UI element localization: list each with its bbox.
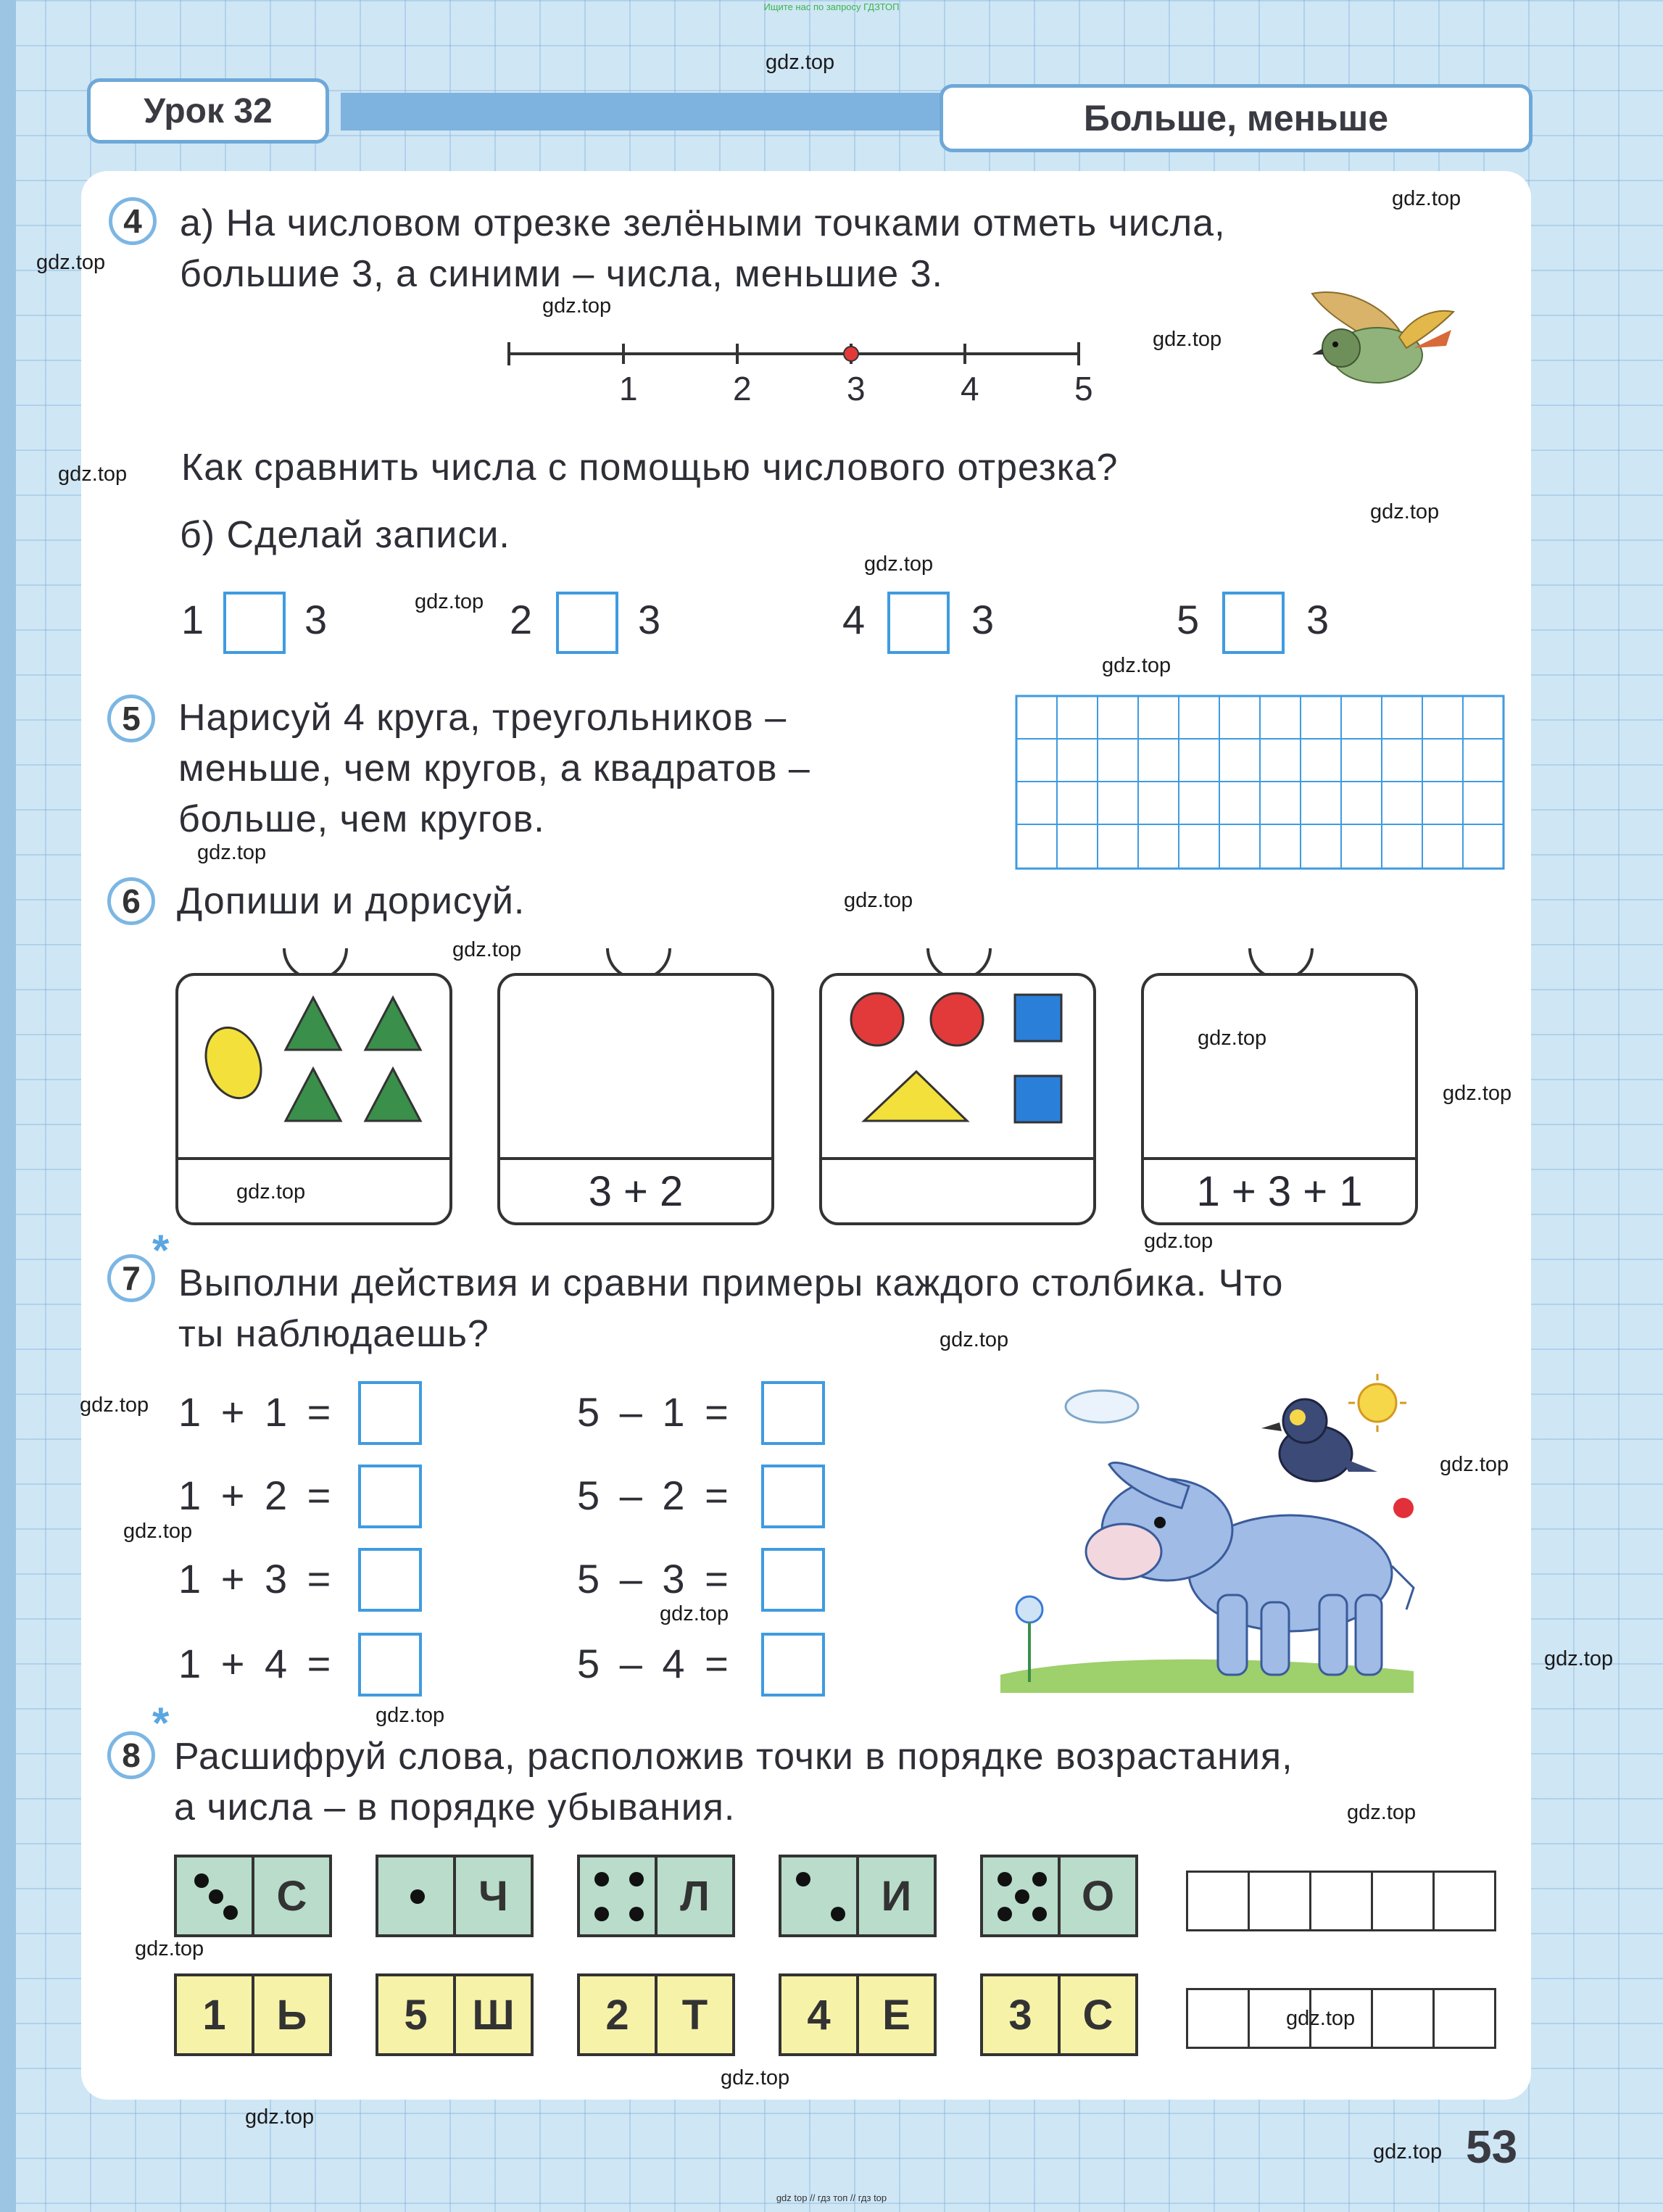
answer-right-1[interactable] [761,1381,825,1445]
card-2-expression: 3 + 2 [588,1167,684,1215]
watermark: gdz.top [236,1180,306,1204]
comparison-4-box[interactable] [1222,592,1285,654]
task-7-number: 7 [107,1254,155,1302]
task-5-line3: больше, чем кругов. [178,798,545,840]
answer-cell[interactable] [1188,1990,1250,2047]
example-right-1: 5 – 1 = [577,1389,733,1435]
watermark: gdz.top [542,294,612,318]
domino-letter: С [1082,1991,1113,2039]
example-right-2: 5 – 2 = [577,1472,733,1518]
domino-dots-3 [577,1855,735,1937]
domino-number: 2 [580,1976,658,2053]
tick-label-3: 3 [847,370,866,407]
domino-letter: Т [681,1991,708,2039]
task-5-line1: Нарисуй 4 круга, треугольников – [178,697,787,739]
card-3[interactable] [819,973,1096,1225]
task-8-line1: Расшифруй слова, расположив точки в порядке возрастания, [174,1736,1293,1778]
yellow-triangle [864,1072,967,1121]
domino-letter: Ь [276,1991,307,2039]
watermark: gdz.top [197,841,267,864]
green-triangle [365,1069,420,1121]
domino-letter: И [881,1872,912,1920]
comparison-3-box[interactable] [887,592,950,654]
bottom-note: gdz top // гдз топ // гдз top [776,2192,887,2203]
watermark: gdz.top [864,552,934,576]
tick-label-4: 4 [961,370,979,407]
domino-number-3 [577,1973,735,2056]
comparison-2-right: 3 [638,597,661,642]
watermark: gdz.top [245,2105,315,2129]
answer-left-2[interactable] [358,1465,422,1528]
tick-label-2: 2 [733,370,752,407]
domino-letter: Л [680,1872,710,1920]
header-stripe [358,93,367,131]
donkey-illustration [986,1363,1435,1697]
card-3-shapes [822,976,1093,1157]
domino-dots-face [983,1857,1061,1934]
watermark: gdz.top [1347,1801,1417,1824]
domino-number-1 [174,1973,332,2056]
comparison-1-right: 3 [304,597,328,642]
task-8-line2: а числа – в порядке убывания. [174,1786,736,1828]
domino-number-5 [980,1973,1138,2056]
watermark: gdz.top [80,1393,149,1417]
card-1-shapes [178,976,449,1157]
example-left-2: 1 + 2 = [178,1472,336,1518]
watermark: gdz.top [135,1937,204,1960]
watermark: gdz.top [415,590,484,613]
answer-cell[interactable] [1311,1873,1373,1929]
example-left-4: 1 + 4 = [178,1641,336,1686]
task-4-line1: а) На числовом отрезке зелёными точками отметь числа, [180,202,1226,244]
card-1-expression[interactable] [178,1160,449,1222]
answer-right-3[interactable] [761,1548,825,1612]
domino-number-4 [779,1973,937,2056]
comparison-3-left: 4 [842,597,866,642]
domino-dots-face [177,1857,254,1934]
comparison-2-box[interactable] [556,592,618,654]
green-triangle [365,998,420,1050]
blue-square [1015,1076,1061,1122]
page-binding [0,0,16,2212]
domino-dots-4 [779,1855,937,1937]
star-icon: * [152,1699,170,1747]
watermark: gdz.top [1544,1647,1614,1670]
domino-letter: С [276,1872,307,1920]
domino-dots-2 [376,1855,534,1937]
watermark: gdz.top [452,938,522,961]
task-6-text: Допиши и дорисуй. [177,880,526,922]
page-number: 53 [1466,2121,1518,2173]
bird-illustration [1290,279,1457,410]
domino-letter: Ш [472,1991,515,2039]
watermark: gdz.top [1102,654,1171,677]
watermark: gdz.top [766,51,835,74]
example-right-4: 5 – 4 = [577,1641,733,1686]
answer-left-4[interactable] [358,1633,422,1697]
green-triangle [286,998,341,1050]
domino-dots-5 [980,1855,1138,1937]
answer-right-2[interactable] [761,1465,825,1528]
task-5-number: 5 [107,695,155,742]
task-7-line2: ты наблюдаешь? [178,1313,489,1355]
domino-dots-1 [174,1855,332,1937]
comparison-3-right: 3 [971,597,995,642]
card-3-expression[interactable] [822,1160,1093,1222]
watermark: gdz.top [940,1328,1009,1351]
answer-left-3[interactable] [358,1548,422,1612]
card-2[interactable] [497,973,774,1225]
watermark: gdz.top [1392,187,1461,210]
blue-square [1015,995,1061,1041]
answer-left-1[interactable] [358,1381,422,1445]
watermark: gdz.top [36,251,106,274]
answer-cell[interactable] [1373,1990,1435,2047]
domino-dots-face [580,1857,658,1934]
red-circle [851,993,903,1045]
domino-number: 1 [177,1976,254,2053]
page-title: Больше, меньше [940,84,1533,152]
header-stripe [341,93,349,131]
domino-number: 3 [983,1976,1061,2053]
answer-cell[interactable] [1188,1873,1250,1929]
domino-number: 4 [781,1976,859,2053]
watermark: gdz.top [1370,500,1440,523]
example-left-3: 1 + 3 = [178,1556,336,1602]
task-5-line2: меньше, чем кругов, а квадратов – [178,747,810,790]
watermark: gdz.top [1440,1453,1509,1476]
top-note: Ищите нас по запросу ГДЗТОП [763,1,900,12]
example-left-1: 1 + 1 = [178,1389,336,1435]
comparison-1-box[interactable] [223,592,286,654]
number-line[interactable] [493,326,1095,428]
watermark: gdz.top [844,889,913,912]
tick-label-1: 1 [619,370,638,407]
lesson-label: Урок 32 [87,78,329,144]
header-bar [341,93,942,131]
example-right-3: 5 – 3 = [577,1556,733,1602]
domino-number: 5 [378,1976,456,2053]
watermark: gdz.top [1153,328,1222,351]
yellow-oval [196,1020,270,1106]
watermark: gdz.top [123,1520,193,1543]
watermark: gdz.top [376,1704,445,1727]
card-4[interactable] [1141,973,1418,1225]
watermark: gdz.top [1198,1027,1267,1050]
task-4-question: Как сравнить числа с помощью числового отрезка? [181,447,1119,489]
red-circle [931,993,983,1045]
comparison-4-left: 5 [1177,597,1200,642]
task-7-line1: Выполни действия и сравни примеры каждого столбика. Что [178,1262,1284,1304]
card-1[interactable] [175,973,452,1225]
point-3-marker [844,347,858,361]
task-4-number: 4 [109,197,157,245]
task-6-number: 6 [107,877,155,925]
watermark: gdz.top [1443,1082,1512,1105]
answer-word-1[interactable] [1186,1871,1496,1931]
comparison-1-left: 1 [181,597,204,642]
watermark: gdz.top [1286,2007,1356,2030]
drawing-grid[interactable] [1015,695,1505,870]
answer-cell[interactable] [1373,1873,1435,1929]
answer-cell[interactable] [1435,1873,1494,1929]
watermark: gdz.top [660,1602,729,1625]
domino-letter: О [1081,1872,1115,1920]
tick-label-5: 5 [1074,370,1093,407]
watermark: gdz.top [721,2066,790,2089]
comparison-4-right: 3 [1306,597,1330,642]
domino-number-2 [376,1973,534,2056]
task-8-number: 8 [107,1731,155,1779]
watermark: gdz.top [1144,1230,1214,1253]
domino-letter: Е [882,1991,911,2039]
task-4-part-b: б) Сделай записи. [180,514,510,556]
watermark: gdz.top [1373,2140,1443,2163]
answer-right-4[interactable] [761,1633,825,1697]
green-triangle [286,1069,341,1121]
comparison-2-left: 2 [510,597,533,642]
answer-cell[interactable] [1250,1873,1311,1929]
answer-cell[interactable] [1435,1990,1494,2047]
card-4-expression: 1 + 3 + 1 [1196,1167,1363,1215]
watermark: gdz.top [58,463,128,486]
header-stripe [376,93,384,131]
task-4-line2: большие 3, а синими – числа, меньшие 3. [180,253,943,295]
domino-dots-face [378,1857,456,1934]
domino-dots-face [781,1857,859,1934]
star-icon: * [152,1226,170,1275]
domino-letter: Ч [478,1872,508,1920]
